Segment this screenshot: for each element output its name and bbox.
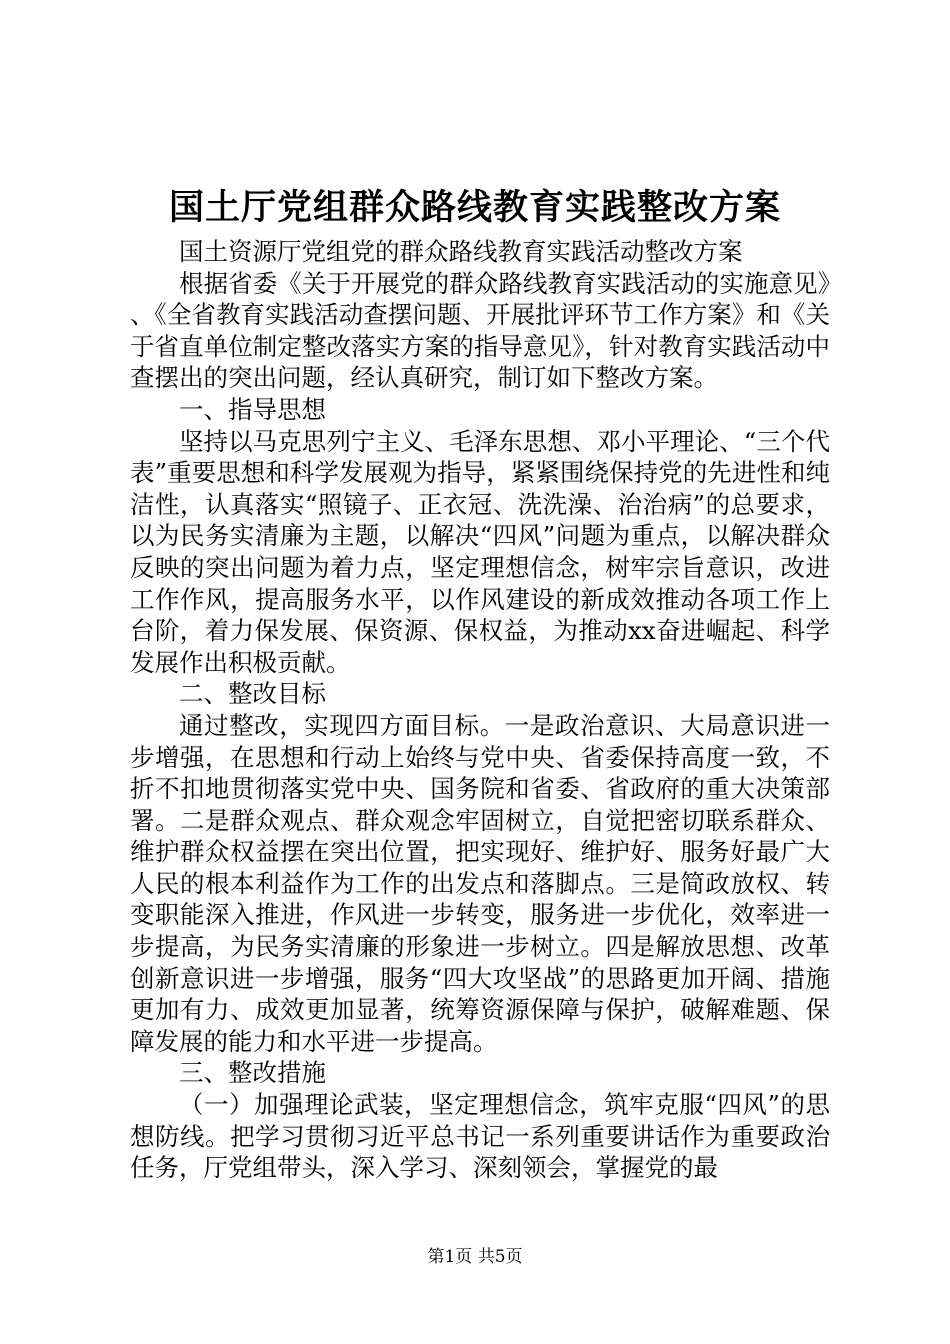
section-heading-goals: 二、整改目标 bbox=[179, 679, 326, 709]
section-heading-guiding-thought: 一、指导思想 bbox=[179, 394, 326, 424]
document-body bbox=[130, 236, 830, 1184]
goals-paragraph: 通过整改，实现四方面目标。一是政治意识、大局意识进一步增强，在思想和行动上始终与党中央、省委保持高度一致，不折不扣地贯彻落实党中央、国务院和省委、省政府的重大决策部署。二是群众观点、群众观念牢固树立，自觉把密切联系群众、维护群众权益摆在突出位置，把实现好、维护好、服务好最广大人民的根本利益作为工作的出发点和落脚点。三是简政放权、转变职能深入推进，作风进一步转变，服务进一步优化，效率进一步提高，为民务实清廉的形象进一步树立。四是解放思想、改革创新意识进一步增强，服务“四大攻坚战”的思路更加开阔、措施更加有力、成效更加显著，统筹资源保障与保护，破解难题、保障发展的能力和水平进一步提高。 bbox=[130, 710, 830, 1056]
guiding-thought-paragraph: 坚持以马克思列宁主义、毛泽东思想、邓小平理论、“三个代表”重要思想和科学发展观为指导，紧紧围绕保持党的先进性和纯洁性，认真落实“照镜子、正衣冠、洗洗澡、治治病”的总要求，以为民务实清廉为主题，以解决“四风”问题为重点，以解决群众反映的突出问题为着力点，坚定理想信念，树牢宗旨意识，改进工作作风，提高服务水平，以作风建设的新成效推动各项工作上台阶，着力保发展、保资源、保权益，为推动xx奋进崛起、科学发展作出积极贡献。 bbox=[130, 426, 830, 677]
intro-paragraph: 根据省委《关于开展党的群众路线教育实践活动的实施意见》、《全省教育实践活动查摆问题、开展批评环节工作方案》和《关于省直单位制定整改落实方案的指导意见》，针对教育实践活动中查摆出的突出问题，经认真研究，制订如下整改方案。 bbox=[130, 268, 830, 393]
section-heading-measures: 三、整改措施 bbox=[179, 1058, 326, 1088]
document-title: 国土厅党组群众路线教育实践整改方案 bbox=[168, 187, 781, 228]
page-number-footer: 第1页 共5页 bbox=[427, 1247, 523, 1267]
measures-paragraph: （一）加强理论武装，坚定理想信念，筑牢克服“四风”的思想防线。把学习贯彻习近平总书记一系列重要讲话作为重要政治任务，厅党组带头，深入学习、深刻领会，掌握党的最 bbox=[130, 1090, 830, 1183]
subtitle-paragraph: 国土资源厅党组党的群众路线教育实践活动整改方案 bbox=[179, 237, 743, 266]
